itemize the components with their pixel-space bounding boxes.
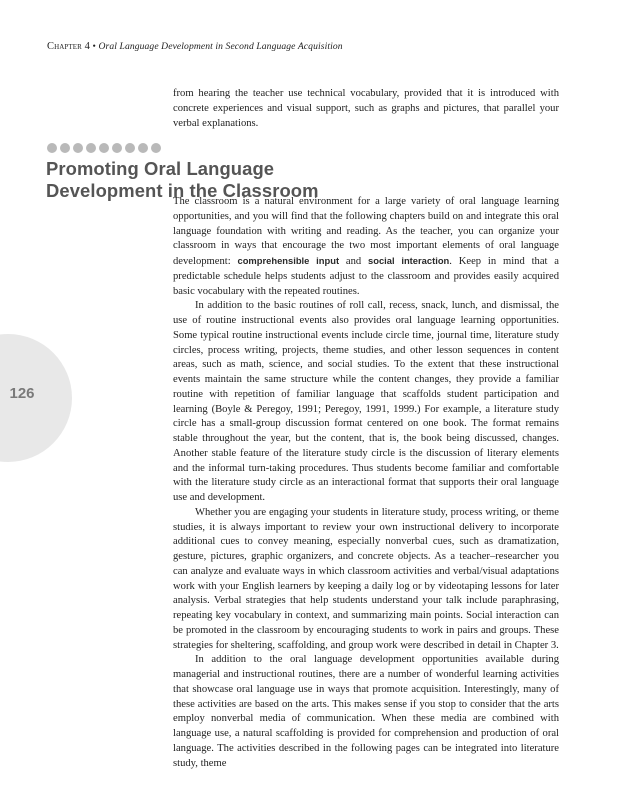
dot-ornament — [86, 143, 96, 153]
section-dots-ornament — [47, 143, 161, 153]
dot-ornament — [138, 143, 148, 153]
page-number: 126 — [9, 385, 35, 402]
key-term-social-interaction: social interaction — [368, 255, 450, 266]
body-paragraph-4: In addition to the oral language development opportunities available during managerial and instructional routines, there are a number of wonderful learning activities that showcase oral language use in ways that promote acquisition. Interestingly, many of these activities are based on the arts. This makes sense if you stop to consider that the arts employ nonverbal media of communication. When these media are combined with language use, a natural scaffolding is provided for comprehension and production of oral language. The activities described in the following pages can be integrated into literature study, theme — [173, 654, 559, 769]
body-paragraph-3: Whether you are engaging your students in literature study, process writing, or theme studies, it is always important to review your own instructional delivery to incorporate additional cues to convey meaning, especially nonverbal cues, such as dramatization, gesture, pictures, graphic organizers, and concrete objects. As a teacher–researcher you can analyze and evaluate ways in which classroom activities and verbal/visual adaptations work with your English learners by keeping a daily log or by videotaping lessons for later analysis. Verbal strategies that help students understand your talk include paraphrasing, repeating key vocabulary in context, and summarizing main points. Social interaction can be promoted in the classroom by encouraging students to work in pairs and groups. These strategies for sheltering, scaffolding, and group work were described in detail in Chapter 3. — [173, 506, 559, 651]
key-term-comprehensible-input: comprehensible input — [237, 255, 340, 266]
chapter-label: Chapter 4 — [47, 41, 91, 52]
bullet-separator: • — [92, 41, 96, 52]
dot-ornament — [47, 143, 57, 153]
chapter-title: Oral Language Development in Second Language Acquisition — [98, 41, 343, 52]
section-heading-line2: Development in the Classroom — [46, 180, 319, 201]
dot-ornament — [151, 143, 161, 153]
dot-ornament — [112, 143, 122, 153]
intro-paragraph-block — [173, 87, 559, 131]
intro-paragraph: from hearing the teacher use technical vocabulary, provided that it is introduced with concrete experiences and visual support, such as graphs and pictures, that parallel your verbal explanations. — [173, 88, 559, 129]
body-paragraph-2: In addition to the basic routines of roll call, recess, snack, lunch, and dismissal, the use of routine instructional events also provides oral language learning opportunities. Some typical routine instructional events include circle time, journal time, literature study circles, process writing, projects, theme studies, and other lesson sequences in content areas, such as math, science, and social studies. To the extent that these instructional events maintain the same structure while the content changes, they provide a familiar routine with repetition of familiar language that scaffolds student participation and learning (Boyle & Peregoy, 1991; Peregoy, 1991, 1999.) For example, a literature study circle has a small-group discussion format centered on one book. The format remains stable throughout the year, but the content, that is, the book being discussed, changes. Another stable feature of the literature study circle is the discussion of literary elements and the informal turn-taking procedures. Thus students become familiar and comfortable with the literature study circle as an interactional format that supports their oral language use and development. — [173, 300, 559, 503]
section-heading-line1: Promoting Oral Language — [46, 158, 275, 179]
body-paragraph-1 — [173, 195, 559, 299]
dot-ornament — [99, 143, 109, 153]
p1-text-after: . Keep in mind that a predictable schedule helps students adjust to the classroom and provides easily acquired basic vocabulary with the repeated routines. — [173, 256, 559, 297]
p1-text-and: and — [339, 256, 368, 267]
body-text — [173, 195, 559, 771]
p1-text-before: The classroom is a natural environment for a large variety of oral language learning opportunities, and you will find that the following chapters build on and integrate this oral language foundation with writing and reading. As the teacher, you can organize your classroom in ways that encourage the two most important elements of oral language development: — [173, 196, 559, 267]
running-head — [47, 41, 343, 52]
dot-ornament — [73, 143, 83, 153]
dot-ornament — [60, 143, 70, 153]
dot-ornament — [125, 143, 135, 153]
